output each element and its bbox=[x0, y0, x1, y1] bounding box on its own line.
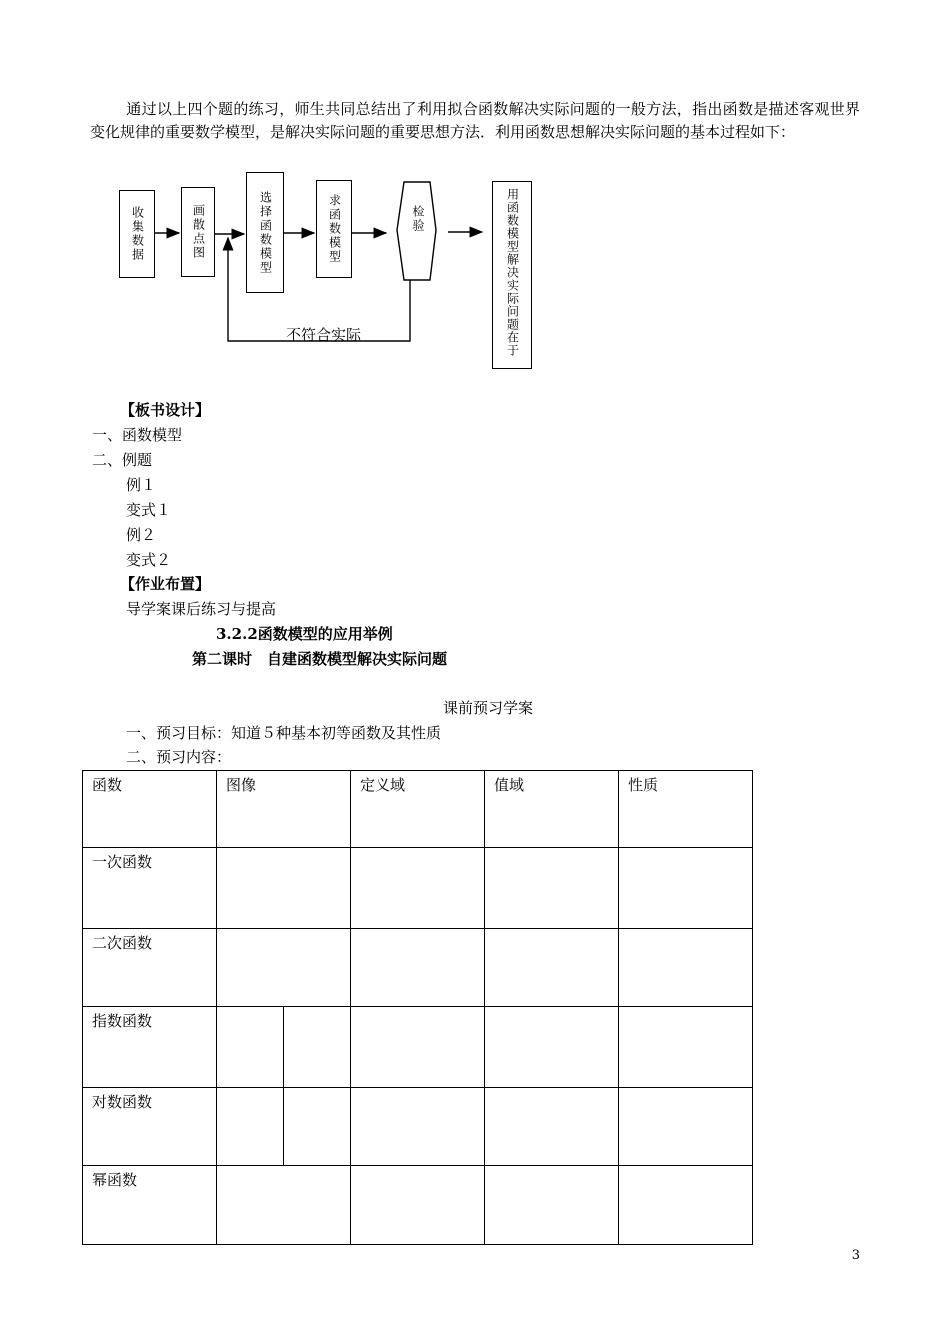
table-row bbox=[83, 848, 753, 929]
table-row bbox=[83, 1088, 753, 1166]
header-graph: 图像 bbox=[217, 771, 351, 848]
board-item-1: 一、函数模型 bbox=[92, 426, 183, 444]
flow-box-collect: 收集数据 bbox=[119, 190, 155, 278]
homework-text: 导学案课后练习与提高 bbox=[126, 600, 277, 618]
table-cell bbox=[619, 1166, 753, 1245]
table-cell bbox=[217, 1166, 351, 1245]
table-cell bbox=[284, 1088, 351, 1166]
table-cell bbox=[485, 1166, 619, 1245]
preview-goal: 一、预习目标：知道５种基本初等函数及其性质 bbox=[126, 724, 442, 742]
flow-box-select: 选择函数模型 bbox=[246, 172, 284, 293]
table-cell bbox=[351, 1166, 485, 1245]
row-label-quadratic: 二次函数 bbox=[83, 929, 217, 1007]
intro-text: 通过以上四个题的练习，师生共同总结出了利用拟合函数解决实际问题的一般方法，指出函数是描述客观世界变化规律的重要数学模型，是解决实际问题的重要思想方法．利用函数思想解决实际问题的基本过程如下： bbox=[90, 100, 860, 141]
row-label-power: 幂函数 bbox=[83, 1166, 217, 1245]
header-range: 值域 bbox=[485, 771, 619, 848]
table-row bbox=[83, 929, 753, 1007]
flow-box-apply: 用函数模型解决实际问题在于 bbox=[492, 181, 532, 369]
board-sub-2: 变式１ bbox=[126, 501, 172, 519]
section-subtitle: 第二课时 自建函数模型解决实际问题 bbox=[192, 650, 448, 668]
board-sub-3: 例２ bbox=[126, 526, 157, 544]
table-cell bbox=[485, 848, 619, 929]
board-sub-4: 变式２ bbox=[126, 551, 172, 569]
table-cell bbox=[351, 1088, 485, 1166]
flow-check-label: 检验 bbox=[411, 205, 425, 233]
table-cell bbox=[485, 929, 619, 1007]
header-domain: 定义域 bbox=[351, 771, 485, 848]
table-cell bbox=[351, 848, 485, 929]
table-cell bbox=[485, 1088, 619, 1166]
board-design-heading: 【板书设计】 bbox=[120, 401, 211, 419]
table-cell bbox=[351, 1007, 485, 1088]
flow-box-scatter: 画散点图 bbox=[181, 187, 215, 277]
table-cell bbox=[284, 1007, 351, 1088]
table-cell bbox=[619, 1088, 753, 1166]
table-cell bbox=[217, 1088, 284, 1166]
table-cell bbox=[217, 848, 351, 929]
flow-box-solve: 求函数模型 bbox=[316, 180, 352, 278]
function-table bbox=[82, 770, 753, 1245]
table-cell bbox=[217, 1007, 284, 1088]
preview-title: 课前预习学案 bbox=[443, 699, 534, 717]
header-function: 函数 bbox=[83, 771, 217, 848]
board-sub-1: 例１ bbox=[126, 476, 157, 494]
table-cell bbox=[619, 1007, 753, 1088]
table-cell bbox=[351, 929, 485, 1007]
flowchart-lines bbox=[0, 0, 950, 400]
board-item-2: 二、例题 bbox=[92, 451, 153, 469]
table-cell bbox=[619, 929, 753, 1007]
row-label-linear: 一次函数 bbox=[83, 848, 217, 929]
table-row bbox=[83, 1007, 753, 1088]
page-number: 3 bbox=[851, 1248, 860, 1263]
preview-content: 二、预习内容： bbox=[126, 748, 232, 766]
table-cell bbox=[619, 848, 753, 929]
row-label-logarithmic: 对数函数 bbox=[83, 1088, 217, 1166]
section-title: 3.2.2函数模型的应用举例 bbox=[216, 625, 393, 643]
table-cell bbox=[485, 1007, 619, 1088]
homework-heading: 【作业布置】 bbox=[120, 575, 211, 593]
header-properties: 性质 bbox=[619, 771, 753, 848]
table-header-row bbox=[83, 771, 753, 848]
row-label-exponential: 指数函数 bbox=[83, 1007, 217, 1088]
table-cell bbox=[217, 929, 351, 1007]
table-row bbox=[83, 1166, 753, 1245]
flow-feedback-label: 不符合实际 bbox=[286, 326, 362, 344]
